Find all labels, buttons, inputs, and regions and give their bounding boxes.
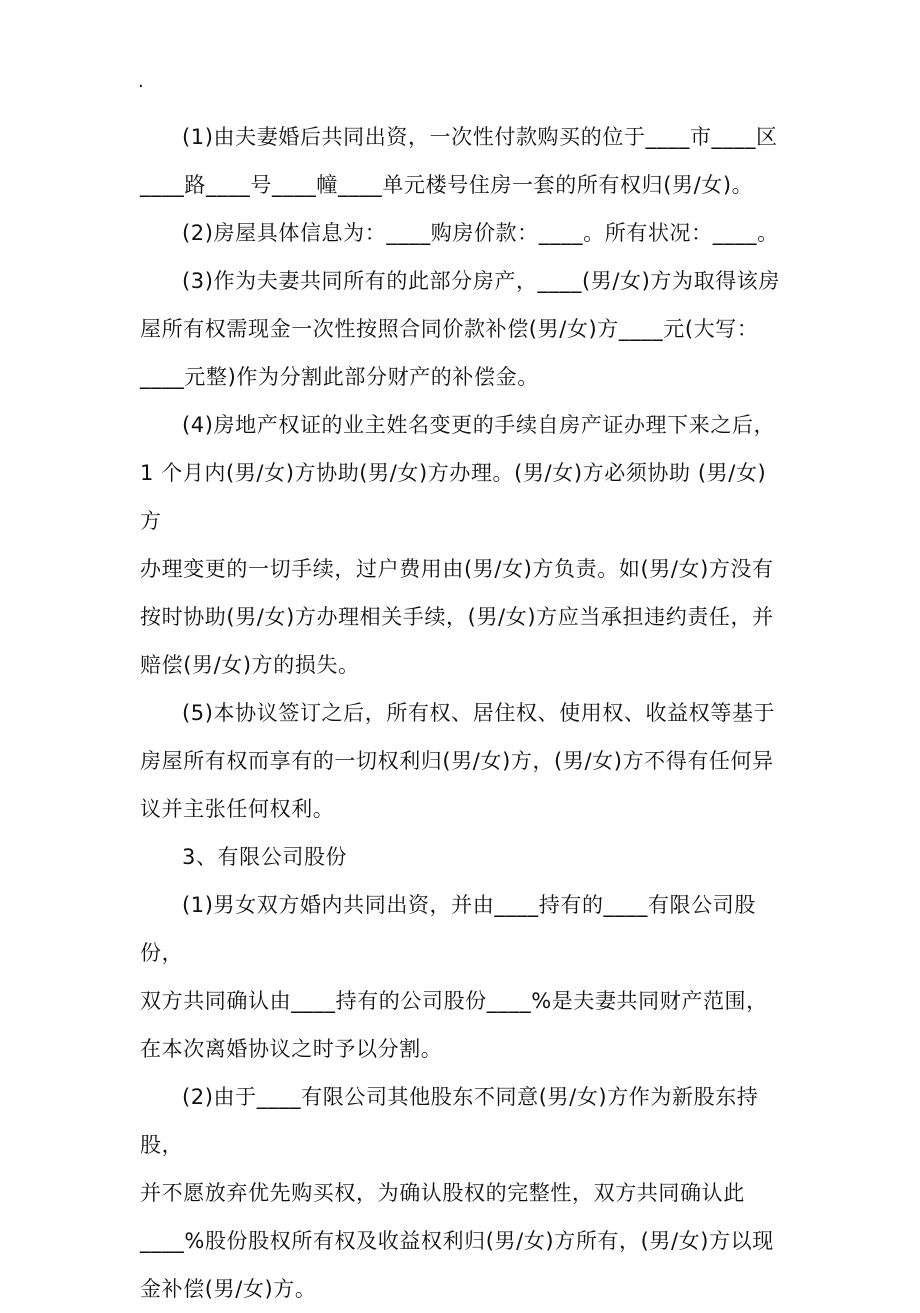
clause-house-ownership: (1)由夫妻婚后共同出资，一次性付款购买的位于____市____区 ____路____号____幢____单元楼号住房一套的所有权归(男/女)。	[140, 125, 778, 197]
clause-house-info: (2)房屋具体信息为：____购房价款：____。所有状况：____。	[182, 221, 779, 245]
clause-shares-allocation: (2)由于____有限公司其他股东不同意(男/女)方作为新股东持股， 并不愿放弃优先购买权，为确认股权的完整性，双方共同确认此 ____%股份股权所有权及收益权利归(男/女)方所有，(男/女)方以现 金补偿(男/女)方。	[140, 1085, 774, 1301]
clause-title-transfer: (4)房地产权证的业主姓名变更的手续自房产证办理下来之后， 1 个月内(男/女)方协助(男/女)方办理。(男/女)方必须协助 (男/女)方 办理变更的一切手续，过户费用由(男/女)方负责。如(男/女)方没有 按时协助(男/女)方办理相关手续，(男/女)方应当承担违约责任，并 赔偿(男/女)方的损失。	[140, 413, 776, 677]
page-marker: .	[138, 71, 144, 92]
clause-shares-ownership: (1)男女双方婚内共同出资，并由____持有的____有限公司股份， 双方共同确认由____持有的公司股份____%是夫妻共同财产范围， 在本次离婚协议之时予以分割。	[140, 893, 768, 1061]
clause-house-compensation: (3)作为夫妻共同所有的此部分房产，____(男/女)方为取得该房 屋所有权需现金一次性按照合同价款补偿(男/女)方____元(大写： ____元整)作为分割此部分财产的补偿金。	[140, 269, 781, 389]
section-heading-company-shares: 3、有限公司股份	[182, 845, 348, 869]
clause-rights-after-signing: (5)本协议签订之后，所有权、居住权、使用权、收益权等基于 房屋所有权而享有的一切权利归(男/女)方，(男/女)方不得有任何异 议并主张任何权利。	[140, 701, 776, 821]
agreement-body	[140, 113, 780, 1313]
